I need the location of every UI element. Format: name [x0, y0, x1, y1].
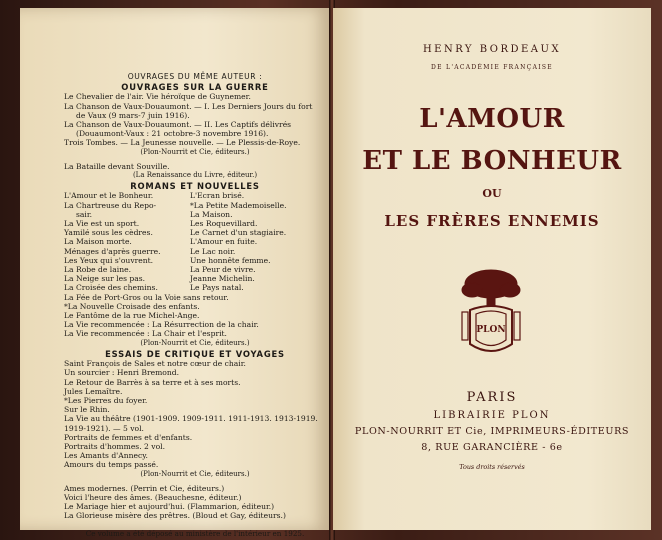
- section-novels-list: [64, 293, 326, 348]
- list-item: 1919-1921). — 5 vol.: [64, 423, 144, 433]
- list-item: Les Roquevillard.: [190, 219, 258, 229]
- title-line-2: ET LE BONHEUR: [362, 146, 622, 176]
- rights-notice: Tous droits réservés: [459, 463, 525, 471]
- publisher-details: PLON-NOURRIT ET Cie, IMPRIMEURS-ÉDITEURS: [354, 426, 630, 437]
- section-essays-list: [64, 359, 326, 479]
- title-line-1: L'AMOUR: [419, 104, 565, 134]
- list-item: sair.: [76, 209, 93, 219]
- novels-column-left: [64, 191, 186, 292]
- list-item: La Neige sur les pas.: [64, 274, 146, 284]
- list-item: Le Mariage hier et aujourd'hui. (Flammarion, éditeur.): [64, 502, 275, 512]
- list-item: La Vie recommencée : La Résurrection de la chair.: [64, 320, 259, 330]
- list-item: Saint François de Sales et notre cœur de chair.: [64, 359, 246, 369]
- list-item: La Chanson de Vaux-Douaumont. — II. Les Captifs délivrés: [64, 120, 292, 130]
- works-heading: OUVRAGES DU MÊME AUTEUR :: [127, 72, 263, 81]
- section-novels-title: ROMANS ET NOUVELLES: [130, 181, 260, 192]
- list-item: Une honnête femme.: [190, 255, 271, 265]
- title-page: [333, 8, 651, 530]
- publisher-note: (Plon-Nourrit et Cie, éditeurs.): [140, 338, 250, 347]
- publication-city: PARIS: [466, 390, 518, 405]
- list-item: La Peur de vivre.: [190, 265, 256, 275]
- emblem-text: PLON: [476, 325, 506, 335]
- list-item: La Robe de laine.: [64, 265, 131, 275]
- list-item: L'Ecran brisé.: [190, 191, 245, 201]
- list-item: Ménages d'après guerre.: [64, 246, 161, 256]
- publisher-note: (Plon-Nourrit et Cie, éditeurs.): [140, 469, 250, 478]
- list-item: La Chartreuse du Repo-: [64, 200, 157, 210]
- list-item: Trois Tombes. — La Jeunesse nouvelle. — Le Plessis-de-Roye.: [64, 138, 301, 148]
- list-item: Le Carnet d'un stagiaire.: [190, 228, 287, 238]
- list-item: La Vie au théâtre (1901-1909. 1909-1911. 1911-1913. 1913-1919.: [64, 414, 318, 424]
- list-item: (Douaumont-Vaux : 21 octobre-3 novembre 1916).: [76, 129, 269, 139]
- list-item: de Vaux (9 mars-7 juin 1916).: [76, 110, 190, 120]
- publisher-note: (Plon-Nourrit et Cie, éditeurs.): [140, 147, 250, 156]
- publisher-emblem-icon: [456, 266, 526, 358]
- list-item: Jules Lemaître.: [64, 386, 123, 396]
- list-item: La Vie recommencée : La Chair et l'esprit.: [64, 329, 227, 339]
- list-item: Le Chevalier de l'air. Vie héroïque de Guynemer.: [64, 92, 251, 102]
- list-item: Portraits d'hommes. 2 vol.: [64, 441, 165, 451]
- list-item: *La Petite Mademoiselle.: [190, 200, 287, 210]
- author-name: HENRY BORDEAUX: [422, 44, 562, 55]
- list-item: Le Retour de Barrès à sa terre et à ses morts.: [64, 377, 241, 387]
- author-academy: DE L'ACADÉMIE FRANÇAISE: [431, 64, 553, 71]
- list-item: Les Amants d'Annecy.: [64, 451, 148, 461]
- list-item: Voici l'heure des âmes. (Beauchesne, éditeur.): [64, 492, 242, 502]
- list-item: Le Lac noir.: [190, 246, 236, 256]
- section-other-publishers: [64, 484, 326, 521]
- novels-column-right: [186, 191, 320, 292]
- list-item: L'Amour en fuite.: [190, 237, 258, 247]
- list-item: Les Yeux qui s'ouvrent.: [64, 255, 154, 265]
- subtitle: LES FRÈRES ENNEMIS: [384, 212, 600, 230]
- section-war-list: [64, 92, 326, 180]
- list-item: La Croisée des chemins.: [64, 283, 158, 293]
- list-item: La Maison.: [190, 209, 233, 219]
- list-item: Sur le Rhin.: [64, 405, 110, 415]
- list-item: Amours du temps passé.: [64, 460, 159, 470]
- list-item: La Vie est un sport.: [64, 219, 140, 229]
- section-war-title: OUVRAGES SUR LA GUERRE: [121, 82, 269, 93]
- list-item: Un sourcier : Henri Bremond.: [64, 368, 180, 378]
- list-item: *Les Pierres du foyer.: [64, 395, 148, 405]
- novels-columns: [64, 191, 326, 292]
- list-item: L'Amour et le Bonheur.: [64, 191, 154, 201]
- works-list: [64, 72, 326, 538]
- list-item: La Maison morte.: [64, 237, 132, 247]
- publisher-name: LIBRAIRIE PLON: [433, 410, 551, 421]
- list-item: Le Fantôme de la rue Michel-Ange.: [64, 311, 200, 321]
- list-item: La Bataille devant Souville.: [64, 161, 170, 171]
- list-item: Jeanne Michelin.: [190, 274, 255, 284]
- list-item: La Fée de Port-Gros ou la Voie sans retour.: [64, 292, 229, 302]
- list-item: Portraits de femmes et d'enfants.: [64, 432, 193, 442]
- publisher-note: (La Renaissance du Livre, éditeur.): [132, 171, 258, 180]
- section-essays-title: ESSAIS DE CRITIQUE ET VOYAGES: [105, 348, 285, 359]
- title-connector: OU: [482, 187, 502, 200]
- deposit-note: Ce volume a été déposé au ministère de l'intérieur en 1925.: [85, 528, 305, 538]
- list-item: Ames modernes. (Perrin et Cie, éditeurs.): [64, 483, 225, 493]
- list-item: *La Nouvelle Croisade des enfants.: [64, 301, 200, 311]
- list-item: La Glorieuse misère des prêtres. (Bloud et Gay, éditeurs.): [64, 511, 286, 521]
- publisher-address: 8, RUE GARANCIÈRE - 6e: [421, 442, 563, 453]
- list-item: Yamilé sous les cèdres.: [64, 228, 153, 238]
- list-item: Le Pays natal.: [190, 283, 244, 293]
- list-item: La Chanson de Vaux-Douaumont. — I. Les Derniers Jours du fort: [64, 101, 313, 111]
- left-page: [20, 8, 330, 538]
